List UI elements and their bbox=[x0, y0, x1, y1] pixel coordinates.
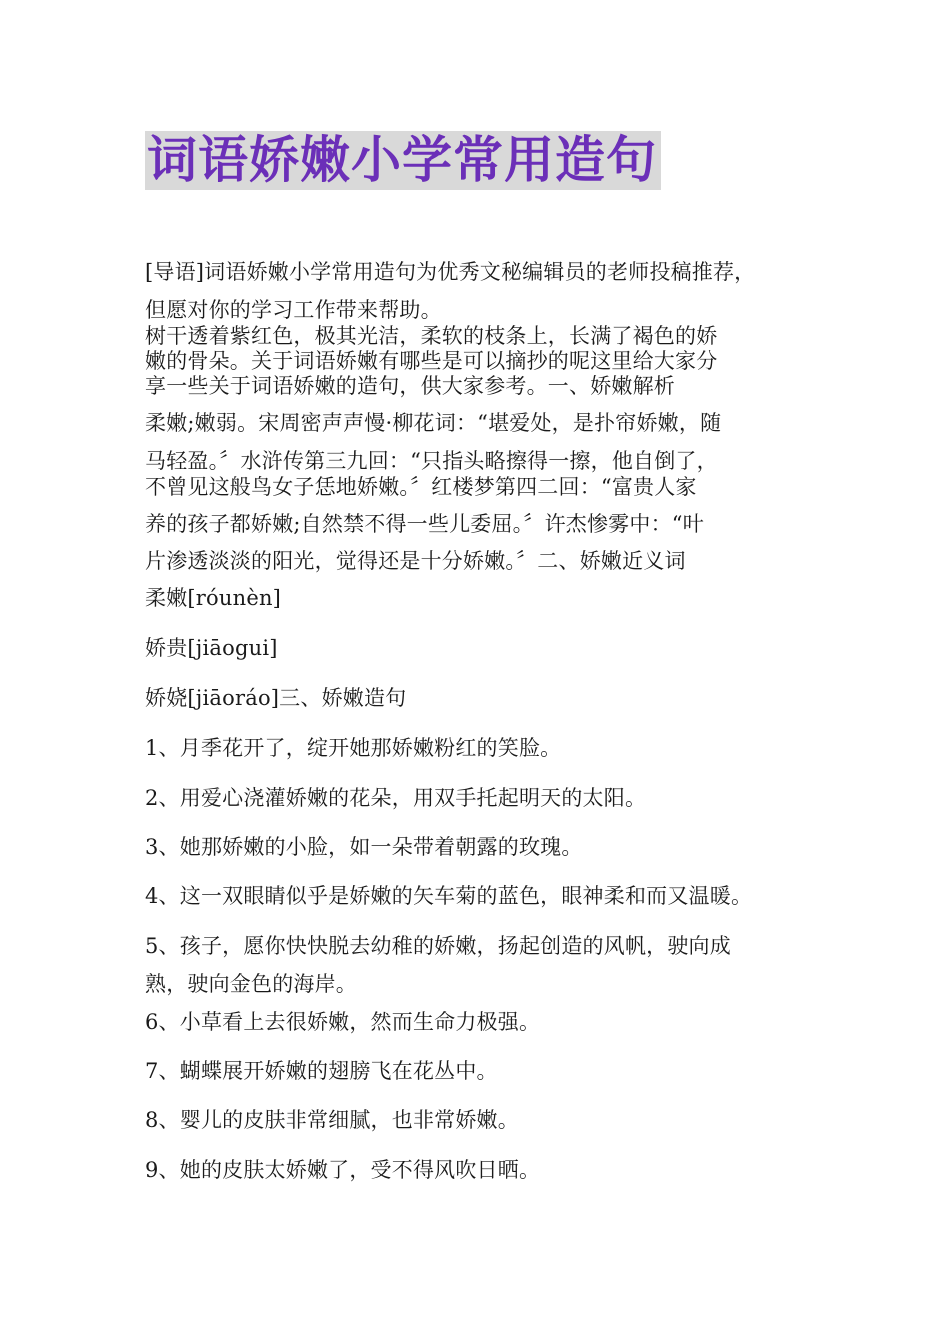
sentence-2: 2、用爱心浇灌娇嫩的花朵，用双手托起明天的太阳。 bbox=[145, 786, 647, 810]
body-line-7: 马轻盈。〞水浒传第三九回：“只指头略擦得一擦，他自倒了， bbox=[145, 449, 718, 473]
synonym-line-2: 娇贵[jiāogui] bbox=[145, 636, 278, 660]
sentence-4: 4、这一双眼睛似乎是娇嫩的矢车菊的蓝色，眼神柔和而又温暖。 bbox=[145, 884, 753, 908]
body-line-9: 养的孩子都娇嫩;自然禁不得一些儿委屈。〞许杰惨雾中：“叶 bbox=[145, 512, 704, 536]
synonym-line-3: 娇娆[jiāoráo]三、娇嫩造句 bbox=[145, 686, 407, 710]
body-line-5: 享一些关于词语娇嫩的造句，供大家参考。一、娇嫩解析 bbox=[145, 374, 675, 398]
sentence-9: 9、她的皮肤太娇嫩了，受不得风吹日晒。 bbox=[145, 1158, 541, 1182]
sentence-8: 8、婴儿的皮肤非常细腻，也非常娇嫩。 bbox=[145, 1108, 519, 1132]
sentence-7: 7、蝴蝶展开娇嫩的翅膀飞在花丛中。 bbox=[145, 1059, 498, 1083]
body-line-4: 嫩的骨朵。关于词语娇嫩有哪些是可以摘抄的呢这里给大家分 bbox=[145, 349, 718, 373]
body-line-10: 片渗透淡淡的阳光，觉得还是十分娇嫩。〞二、娇嫩近义词 bbox=[145, 549, 686, 573]
sentence-3: 3、她那娇嫩的小脸，如一朵带着朝露的玫瑰。 bbox=[145, 835, 583, 859]
intro-line-2: 但愿对你的学习工作带来帮助。 bbox=[145, 298, 442, 322]
body-line-6: 柔嫩;嫩弱。宋周密声声慢·柳花词：“堪爱处，是扑帘娇嫩，随 bbox=[145, 411, 722, 435]
sentence-5-line-1: 5、孩子，愿你快快脱去幼稚的娇嫩，扬起创造的风帆，驶向成 bbox=[145, 934, 731, 958]
document-title: 词语娇嫩小学常用造句 bbox=[145, 131, 661, 190]
sentence-6: 6、小草看上去很娇嫩，然而生命力极强。 bbox=[145, 1010, 541, 1034]
intro-line-1: [导语]词语娇嫩小学常用造句为优秀文秘编辑员的老师投稿推荐， bbox=[145, 260, 756, 284]
body-line-8: 不曾见这般鸟女子恁地娇嫩。〞红楼梦第四二回：“富贵人家 bbox=[145, 475, 697, 499]
sentence-5-line-2: 熟，驶向金色的海岸。 bbox=[145, 972, 357, 996]
body-line-3: 树干透着紫红色，极其光洁，柔软的枝条上，长满了褐色的娇 bbox=[145, 324, 718, 348]
synonym-line-1: 柔嫩[róunèn] bbox=[145, 586, 282, 610]
sentence-1: 1、月季花开了，绽开她那娇嫩粉红的笑脸。 bbox=[145, 736, 562, 760]
